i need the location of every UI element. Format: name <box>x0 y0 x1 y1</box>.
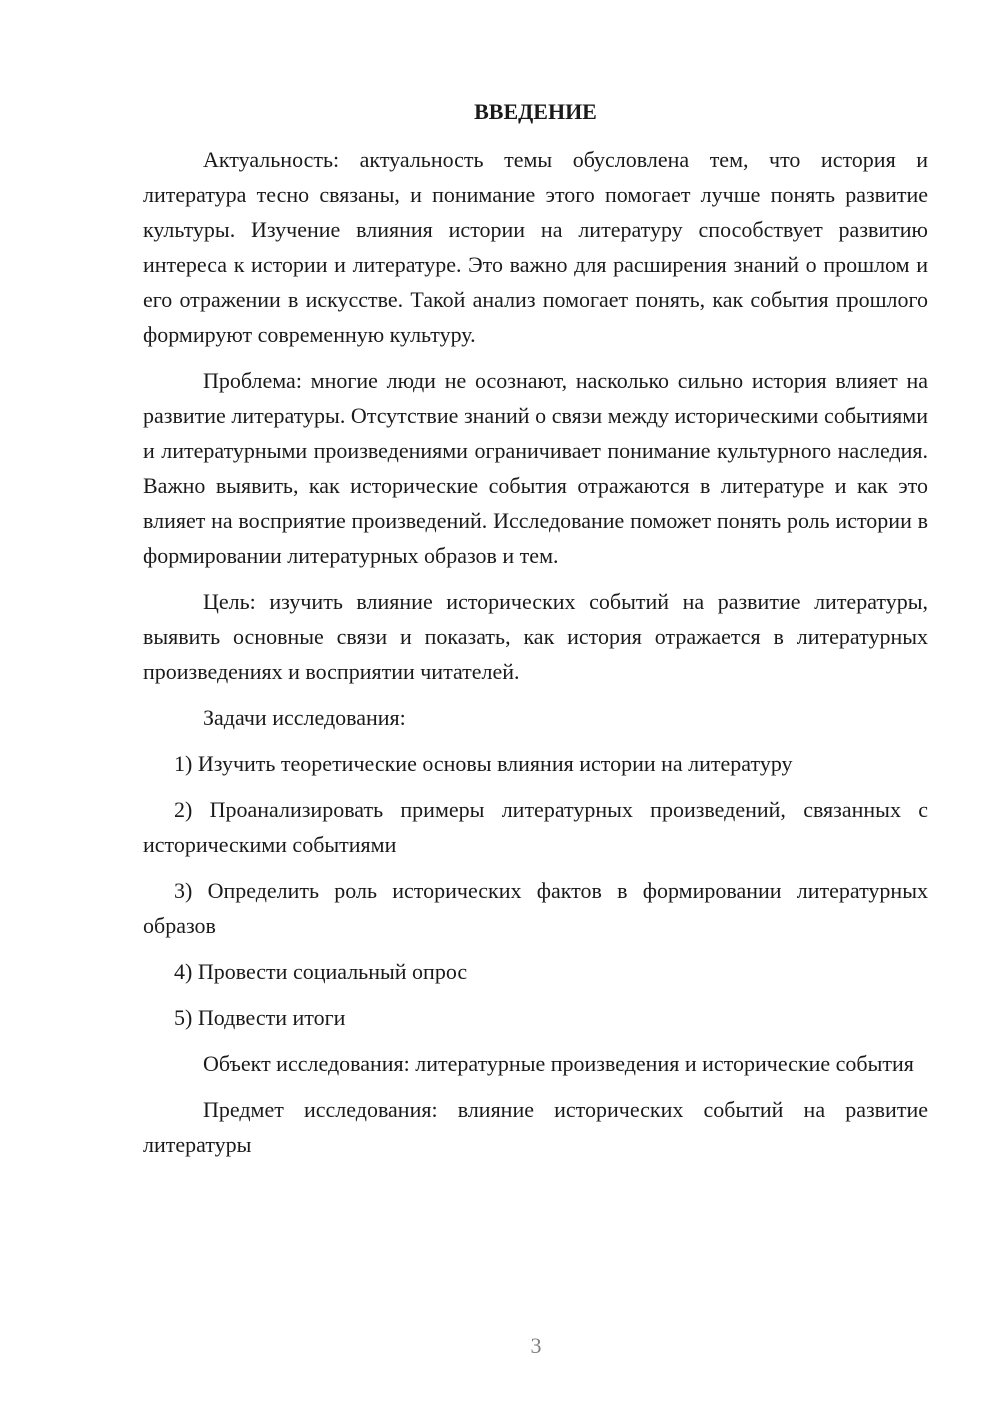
relevance-paragraph: Актуальность: актуальность темы обусловлена тем, что история и литература тесно связаны, и понимание этого помогает лучше понять развитие культуры. Изучение влияния истории на литературу способствует развитию интереса к истории и литературе. Это важно для расширения знаний о прошлом и его отражении в искусстве. Такой анализ помогает понять, как события прошлого формируют современную культуру. <box>143 147 928 347</box>
task-item: 1) Изучить теоретические основы влияния истории на литературу <box>174 751 793 776</box>
object-paragraph: Объект исследования: литературные произведения и исторические события <box>203 1051 914 1076</box>
page-content <box>143 94 928 1162</box>
page-title: ВВЕДЕНИЕ <box>474 99 597 124</box>
subject-paragraph: Предмет исследования: влияние исторических событий на развитие литературы <box>143 1097 928 1157</box>
tasks-heading: Задачи исследования: <box>203 705 406 730</box>
page-number: 3 <box>530 1333 542 1358</box>
goal-paragraph: Цель: изучить влияние исторических событий на развитие литературы, выявить основные связи и показать, как история отражается в литературных произведениях и восприятии читателей. <box>143 589 928 684</box>
task-item: 4) Провести социальный опрос <box>174 959 468 984</box>
problem-paragraph: Проблема: многие люди не осознают, насколько сильно история влияет на развитие литературы. Отсутствие знаний о связи между историческими событиями и литературными произведениями ограничивает понимание культурного наследия. Важно выявить, как исторические события отражаются в литературе и как это влияет на восприятие произведений. Исследование поможет понять роль истории в формировании литературных образов и тем. <box>143 368 928 568</box>
task-item: 3) Определить роль исторических фактов в формировании литературных образов <box>143 878 928 938</box>
task-item: 5) Подвести итоги <box>174 1005 346 1030</box>
task-item: 2) Проанализировать примеры литературных произведений, связанных с историческими событиями <box>143 797 928 857</box>
